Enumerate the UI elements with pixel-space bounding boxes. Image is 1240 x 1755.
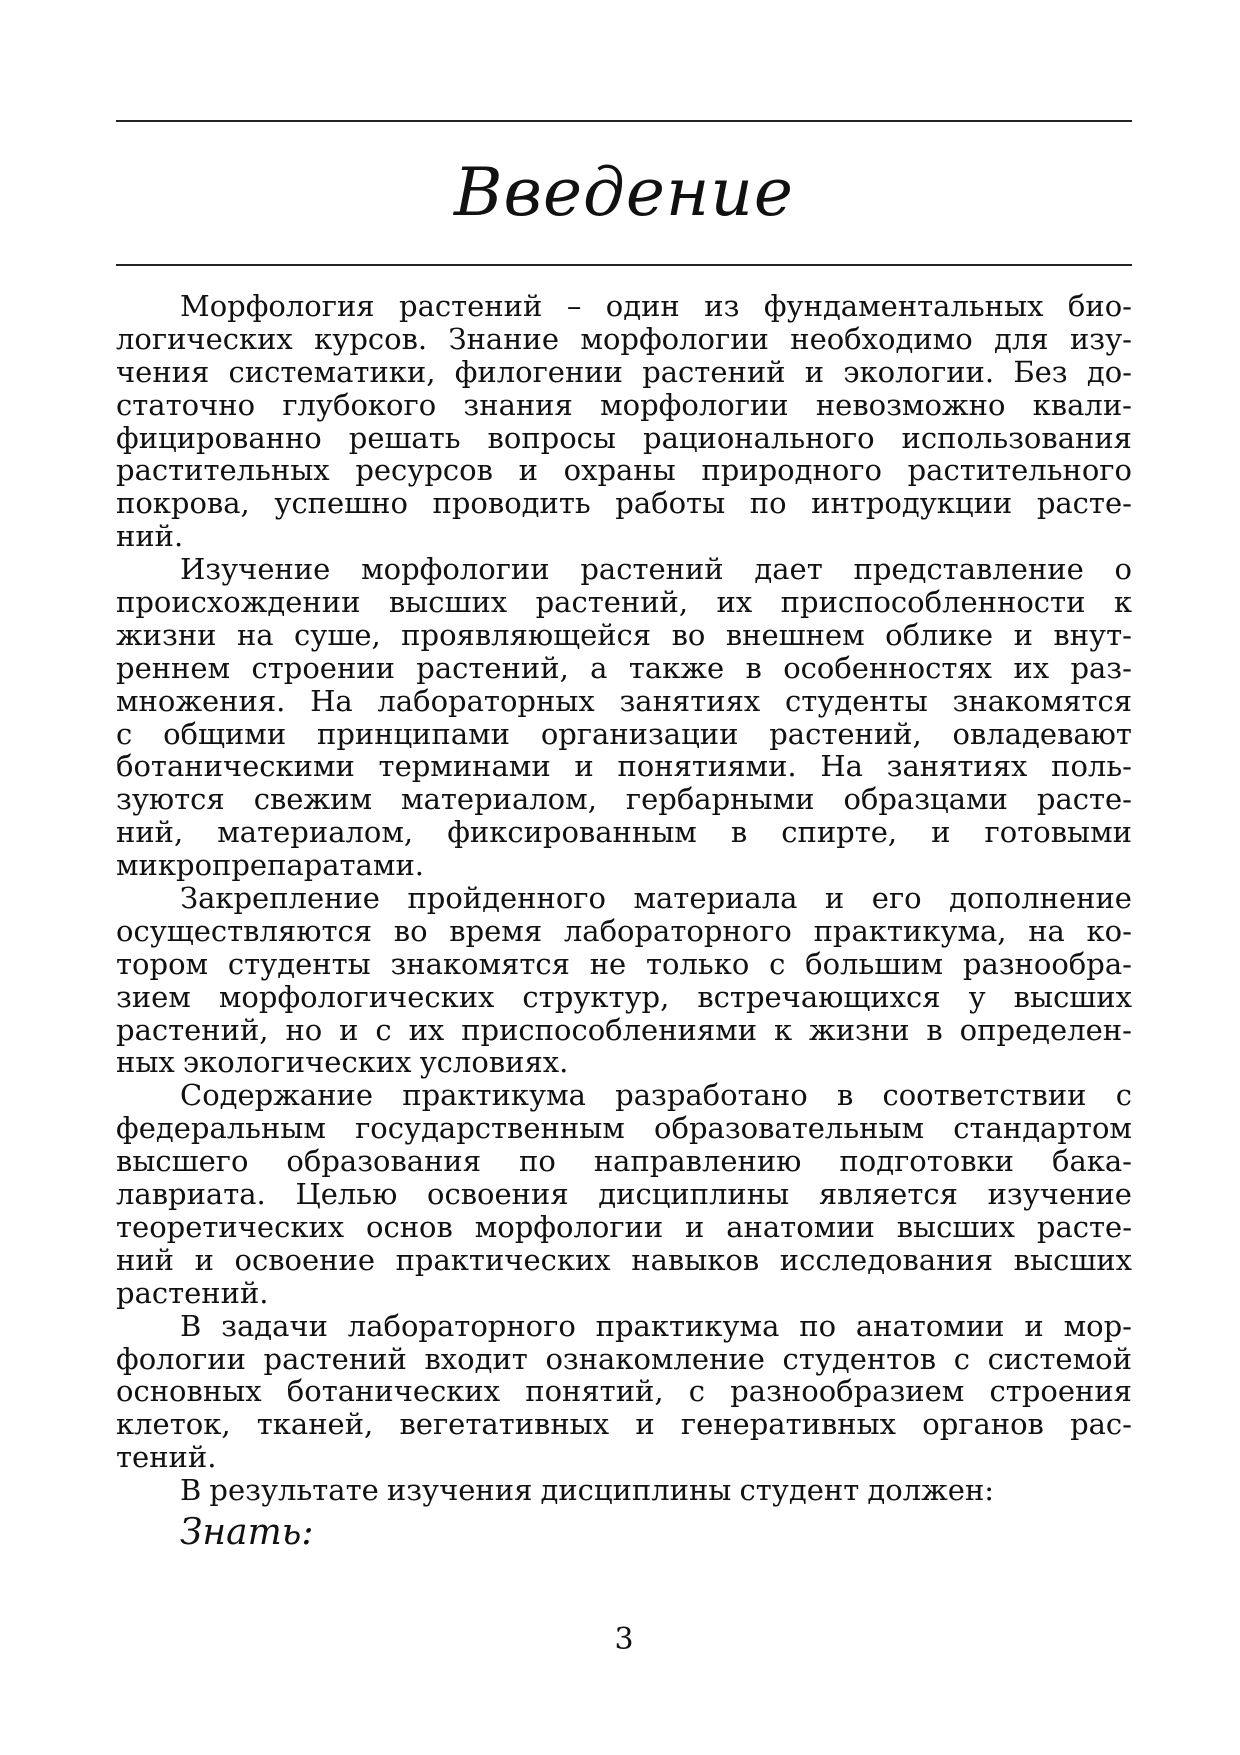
text-line	[116, 520, 1132, 553]
word: вопросы	[487, 420, 617, 455]
word: теоретических	[116, 1209, 345, 1244]
word: время	[449, 913, 543, 948]
text-line	[116, 1079, 1132, 1112]
word: тором	[116, 946, 209, 981]
word: логических	[116, 321, 293, 356]
text-line	[116, 915, 1132, 948]
word: основных	[116, 1374, 262, 1409]
word: раз-	[1070, 650, 1132, 685]
page-title: Введение	[454, 154, 794, 231]
word: и	[574, 749, 594, 784]
word: множения.	[116, 683, 286, 718]
word: соответствии	[882, 1078, 1087, 1113]
word: разнообра-	[962, 946, 1132, 981]
word: его	[871, 881, 922, 916]
word: Изучение	[180, 552, 331, 587]
word: фологии	[116, 1341, 246, 1376]
word: к	[773, 1012, 793, 1047]
word: работы	[615, 486, 726, 521]
word: лабораторного	[347, 1308, 576, 1343]
word: организации	[540, 716, 739, 751]
word: высшего	[116, 1144, 249, 1179]
word: охраны	[563, 453, 676, 488]
word: происхождении	[116, 585, 361, 620]
word: терминами	[378, 749, 551, 784]
word: высших	[1013, 1242, 1132, 1277]
text-line	[116, 487, 1132, 520]
word: ных	[116, 1045, 175, 1080]
word: покрова,	[116, 486, 250, 521]
text-line	[116, 750, 1132, 783]
word: готовыми	[984, 815, 1132, 850]
word: в	[730, 815, 748, 850]
word: знакомятся	[390, 946, 570, 981]
body-text	[116, 290, 1132, 1507]
word: студент	[739, 1473, 860, 1508]
text-line	[116, 1112, 1132, 1145]
word: к	[1113, 585, 1132, 620]
word: структур,	[522, 979, 670, 1014]
word: по	[749, 486, 787, 521]
header-rule-top	[116, 120, 1132, 122]
word: высших	[1013, 979, 1132, 1014]
word: реннем	[116, 650, 231, 685]
word: фиксированным	[447, 815, 697, 850]
text-line	[116, 1277, 1132, 1310]
word: успешно	[274, 486, 408, 521]
word: растений,	[535, 585, 689, 620]
word: лавриата.	[116, 1177, 266, 1212]
word: растений,	[416, 650, 569, 685]
word: тений.	[116, 1440, 217, 1475]
word: освоение	[234, 1242, 375, 1277]
word: Закрепление	[180, 881, 380, 916]
word: расте-	[1036, 1209, 1132, 1244]
word: знания	[463, 387, 573, 422]
word: морфологии	[361, 552, 550, 587]
text-line	[116, 849, 1132, 882]
word: до-	[1086, 354, 1132, 389]
word: морфологии	[600, 387, 789, 422]
word: ресурсов	[355, 453, 493, 488]
word: занятиях	[619, 683, 761, 718]
word: лабораторного	[563, 913, 792, 948]
word: систематики,	[228, 354, 436, 389]
word: направлению	[593, 1144, 802, 1179]
word: а	[590, 650, 608, 685]
word: дает	[754, 552, 823, 587]
word: зием	[116, 979, 191, 1014]
word: системой	[987, 1341, 1132, 1376]
word: для	[994, 321, 1049, 356]
word: интродукции	[811, 486, 1013, 521]
word: с	[769, 946, 786, 981]
word: по	[799, 1308, 837, 1343]
word: органов	[922, 1407, 1044, 1442]
word: экологических	[182, 1045, 412, 1080]
word: с	[375, 1012, 392, 1047]
word: жизни	[809, 1012, 910, 1047]
word: освоения	[427, 1177, 569, 1212]
word: с	[1115, 1078, 1132, 1113]
word: проявляющейся	[401, 617, 652, 652]
word: пройденного	[407, 881, 606, 916]
word: должен:	[867, 1473, 995, 1508]
text-line	[116, 586, 1132, 619]
word: материалом,	[401, 782, 597, 817]
know-heading: Знать:	[180, 1512, 314, 1553]
word: приспособленности	[780, 585, 1086, 620]
word: внешнем	[725, 617, 865, 652]
word: их	[716, 585, 753, 620]
word: растений.	[116, 1275, 269, 1310]
text-line	[116, 1441, 1132, 1474]
word: суше,	[294, 617, 381, 652]
word: статочно	[116, 387, 256, 422]
word: использования	[901, 420, 1132, 455]
word: Без	[1013, 354, 1068, 389]
word: необходимо	[790, 321, 973, 356]
word: растений,	[116, 1012, 269, 1047]
text-line	[116, 356, 1132, 389]
word: На	[820, 749, 863, 784]
word: о	[1114, 552, 1132, 587]
word: изучение	[987, 1177, 1132, 1212]
page-number: 3	[614, 1622, 634, 1657]
word: ний,	[116, 815, 184, 850]
word: высших	[388, 585, 508, 620]
word: спирте,	[781, 815, 898, 850]
word: фундаментальных	[763, 289, 1044, 323]
text-line	[116, 1375, 1132, 1408]
word: растений	[263, 1341, 407, 1376]
header-rule-bottom	[116, 264, 1132, 266]
word: Морфология	[180, 289, 375, 323]
word: принципами	[316, 716, 511, 751]
word: их	[1013, 650, 1050, 685]
text-line	[116, 882, 1132, 915]
word: рас-	[1070, 1407, 1132, 1442]
word: и	[194, 1242, 214, 1277]
word: и	[518, 453, 538, 488]
text-line	[116, 948, 1132, 981]
word: основ	[366, 1209, 453, 1244]
word: и	[685, 1209, 705, 1244]
word: внут-	[1053, 617, 1132, 652]
word: и	[635, 1407, 655, 1442]
word: филогении	[454, 354, 623, 389]
word: навыков	[631, 1242, 760, 1277]
text-line	[116, 1408, 1132, 1441]
word: понятий,	[525, 1374, 664, 1409]
word: представление	[853, 552, 1084, 587]
word: во	[671, 617, 706, 652]
word: и	[1024, 1308, 1044, 1343]
word: осуществляются	[116, 913, 373, 948]
word: растений	[642, 354, 786, 389]
word: государственным	[355, 1111, 625, 1146]
word: В	[180, 1308, 202, 1343]
text-line	[116, 718, 1132, 751]
word: но	[285, 1012, 323, 1047]
word: образования	[286, 1144, 482, 1179]
word: входит	[424, 1341, 528, 1376]
word: в	[836, 1078, 854, 1113]
word: особенностях	[783, 650, 993, 685]
word: овладевают	[952, 716, 1132, 751]
word: генеративных	[680, 1407, 897, 1442]
word: практикума,	[813, 913, 1007, 948]
text-line	[116, 685, 1132, 718]
text-line	[116, 1474, 1132, 1507]
text-line	[116, 652, 1132, 685]
word: студенты	[784, 683, 928, 718]
word: материала	[633, 881, 798, 916]
word: строения	[989, 1374, 1132, 1409]
word: федеральным	[116, 1111, 326, 1146]
word: лабораторных	[377, 683, 595, 718]
word: определен-	[959, 1012, 1132, 1047]
word: подготовки	[839, 1144, 1015, 1179]
word: ний	[116, 1242, 174, 1277]
word: и	[931, 815, 951, 850]
word: большим	[805, 946, 944, 981]
word: микропрепаратами.	[116, 848, 424, 883]
word: практикума	[402, 1078, 586, 1113]
text-line	[116, 1310, 1132, 1343]
word: результате	[209, 1473, 379, 1508]
word: изучения	[386, 1473, 533, 1508]
word: рационального	[643, 420, 875, 455]
word: растений	[399, 289, 543, 323]
word: мор-	[1063, 1308, 1132, 1343]
word: с	[116, 716, 133, 751]
word: чения	[116, 354, 210, 389]
word: только	[646, 946, 750, 981]
word: один	[605, 289, 680, 323]
text-line	[116, 1178, 1132, 1211]
text-line	[116, 290, 1132, 323]
word: понятиями.	[617, 749, 797, 784]
word: дисциплины	[540, 1473, 732, 1508]
word: разработано	[615, 1078, 808, 1113]
word: растений,	[769, 716, 922, 751]
word: у	[968, 979, 986, 1014]
word: расте-	[1036, 782, 1132, 817]
word: растительного	[907, 453, 1132, 488]
word: материалом,	[217, 815, 414, 850]
word: знакомятся	[952, 683, 1132, 718]
word: во	[393, 913, 428, 948]
text-line	[116, 783, 1132, 816]
word: глубокого	[282, 387, 437, 422]
word: морфологических	[218, 979, 495, 1014]
word: практикума	[595, 1308, 780, 1343]
word: природного	[701, 453, 882, 488]
word: ний.	[116, 519, 184, 554]
word: на	[236, 617, 274, 652]
word: решать	[348, 420, 461, 455]
word: свежим	[253, 782, 373, 817]
word: приспособлениями	[461, 1012, 758, 1047]
word: растений	[580, 552, 724, 587]
word: в	[926, 1012, 943, 1047]
word: анатомии	[855, 1308, 1005, 1343]
word: На	[310, 683, 353, 718]
word: занятиях	[886, 749, 1028, 784]
word: зуются	[116, 782, 225, 817]
word: ко-	[1086, 913, 1132, 948]
word: проводить	[432, 486, 591, 521]
word: Содержание	[180, 1078, 374, 1113]
text-line	[116, 619, 1132, 652]
text-line	[116, 1014, 1132, 1047]
word: также	[628, 650, 725, 685]
word: фицированно	[116, 420, 322, 455]
word: с	[953, 1341, 970, 1376]
word: В	[180, 1473, 202, 1508]
word: Целью	[295, 1177, 398, 1212]
word: Знание	[448, 321, 560, 356]
word: строении	[251, 650, 395, 685]
text-line	[116, 816, 1132, 849]
word: из	[704, 289, 740, 323]
text-line	[116, 981, 1132, 1014]
word: бака-	[1052, 1144, 1132, 1179]
word: студентов	[782, 1341, 937, 1376]
word: условиях.	[419, 1045, 569, 1080]
word: вегетативных	[399, 1407, 610, 1442]
word: экологии.	[843, 354, 995, 389]
word: образовательным	[654, 1111, 925, 1146]
word: клеток,	[116, 1407, 231, 1442]
word: изу-	[1069, 321, 1132, 356]
word: ботаническими	[116, 749, 355, 784]
word: облике	[885, 617, 994, 652]
word: практических	[395, 1242, 611, 1277]
word: студенты	[227, 946, 371, 981]
text-line	[116, 1145, 1132, 1178]
word: ознакомление	[545, 1341, 765, 1376]
text-line	[116, 323, 1132, 356]
word: с	[688, 1374, 706, 1409]
word: задачи	[221, 1308, 328, 1343]
word: на	[1028, 913, 1065, 948]
word: поль-	[1051, 749, 1132, 784]
text-line	[116, 1244, 1132, 1277]
word: дисциплины	[598, 1177, 790, 1212]
word: –	[566, 289, 582, 323]
word: и	[824, 881, 845, 916]
word: жизни	[116, 617, 217, 652]
word: анатомии	[726, 1209, 875, 1244]
text-line	[116, 553, 1132, 586]
word: растительных	[116, 453, 330, 488]
word: гербарными	[625, 782, 815, 817]
text-line	[116, 422, 1132, 455]
word: курсов.	[314, 321, 428, 356]
text-line	[116, 1211, 1132, 1244]
word: по	[519, 1144, 556, 1179]
word: разнообразием	[730, 1374, 965, 1409]
word: тканей,	[256, 1407, 374, 1442]
word: ботанических	[286, 1374, 501, 1409]
word: в	[745, 650, 762, 685]
word: и	[1013, 617, 1033, 652]
text-line	[116, 389, 1132, 422]
text-line	[116, 454, 1132, 487]
word: квали-	[1032, 387, 1132, 422]
word: является	[818, 1177, 958, 1212]
word: не	[589, 946, 627, 981]
text-line	[116, 1046, 1132, 1079]
word: стандартом	[953, 1111, 1132, 1146]
word: высших	[896, 1209, 1016, 1244]
word: общими	[163, 716, 287, 751]
word: невозможно	[815, 387, 1006, 422]
text-line	[116, 1343, 1132, 1376]
word: морфологии	[580, 321, 769, 356]
word: исследования	[779, 1242, 994, 1277]
word: расте-	[1036, 486, 1132, 521]
word: и	[804, 354, 825, 389]
word: образцами	[843, 782, 1008, 817]
word: встречающихся	[697, 979, 941, 1014]
word: морфологии	[474, 1209, 664, 1244]
word: био-	[1067, 289, 1132, 323]
word: и	[339, 1012, 359, 1047]
word: дополнение	[949, 881, 1132, 916]
word: их	[408, 1012, 445, 1047]
